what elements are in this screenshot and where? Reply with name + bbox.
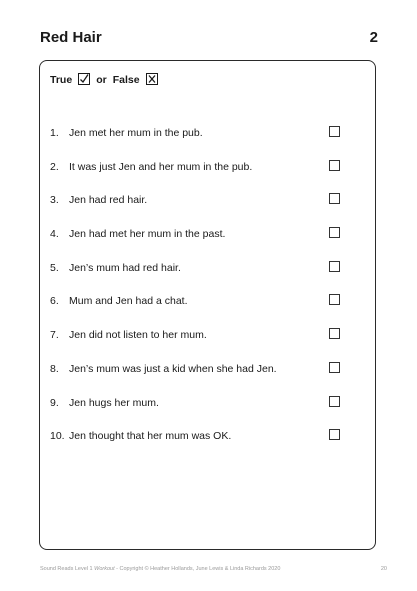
answer-checkbox[interactable] bbox=[329, 362, 340, 373]
answer-checkbox[interactable] bbox=[329, 294, 340, 305]
question-text: Jen’s mum was just a kid when she had Jen. bbox=[69, 362, 277, 375]
true-false-legend bbox=[50, 73, 158, 87]
cross-box-icon bbox=[146, 73, 158, 85]
question-item bbox=[50, 426, 350, 460]
worksheet-number: 2 bbox=[369, 29, 378, 46]
question-text: Jen hugs her mum. bbox=[69, 396, 159, 409]
question-item bbox=[50, 291, 350, 325]
tick-icon bbox=[79, 74, 89, 84]
question-text: It was just Jen and her mum in the pub. bbox=[69, 160, 253, 173]
cross-icon bbox=[147, 74, 157, 84]
answer-checkbox[interactable] bbox=[329, 429, 340, 440]
answer-checkbox[interactable] bbox=[329, 227, 340, 238]
question-number: 4. bbox=[50, 228, 59, 241]
question-number: 2. bbox=[50, 160, 59, 173]
question-number: 8. bbox=[50, 362, 59, 375]
question-item bbox=[50, 359, 350, 393]
question-list bbox=[50, 123, 350, 460]
tick-box-icon bbox=[78, 73, 90, 85]
answer-checkbox[interactable] bbox=[329, 193, 340, 204]
answer-checkbox[interactable] bbox=[329, 328, 340, 339]
question-text: Jen met her mum in the pub. bbox=[69, 127, 203, 139]
question-text: Mum and Jen had a chat. bbox=[69, 295, 188, 308]
question-number: 3. bbox=[50, 194, 59, 207]
question-item bbox=[50, 258, 350, 292]
legend-or-label: or bbox=[96, 74, 107, 86]
footer-book: Workout bbox=[94, 566, 115, 572]
question-item bbox=[50, 224, 350, 258]
question-item bbox=[50, 157, 350, 191]
question-item bbox=[50, 190, 350, 224]
footer-copyright bbox=[40, 566, 280, 572]
question-text: Jen had met her mum in the past. bbox=[69, 228, 226, 241]
question-number: 6. bbox=[50, 295, 59, 308]
question-number: 1. bbox=[50, 127, 59, 139]
question-number: 10. bbox=[50, 430, 65, 443]
question-item bbox=[50, 393, 350, 427]
legend-false-label: False bbox=[112, 74, 140, 86]
footer-copyright-text: - Copyright © Heather Hollands, June Lewis & Linda Richards 2020 bbox=[116, 566, 281, 572]
footer-series: Sound Reads Level 1 bbox=[40, 566, 93, 572]
question-text: Jen did not listen to her mum. bbox=[69, 329, 207, 342]
question-number: 7. bbox=[50, 329, 59, 342]
question-number: 9. bbox=[50, 396, 59, 409]
page-title: Red Hair bbox=[40, 29, 102, 46]
answer-checkbox[interactable] bbox=[329, 396, 340, 407]
answer-checkbox[interactable] bbox=[329, 160, 340, 171]
question-item bbox=[50, 123, 350, 157]
question-text: Jen’s mum had red hair. bbox=[69, 261, 181, 274]
question-text: Jen had red hair. bbox=[69, 194, 148, 207]
question-item bbox=[50, 325, 350, 359]
question-number: 5. bbox=[50, 261, 59, 274]
footer-page-number: 20 bbox=[380, 566, 387, 572]
worksheet-panel bbox=[39, 60, 376, 550]
question-text: Jen thought that her mum was OK. bbox=[69, 430, 232, 443]
legend-true-label: True bbox=[50, 74, 73, 86]
answer-checkbox[interactable] bbox=[329, 126, 340, 137]
answer-checkbox[interactable] bbox=[329, 261, 340, 272]
